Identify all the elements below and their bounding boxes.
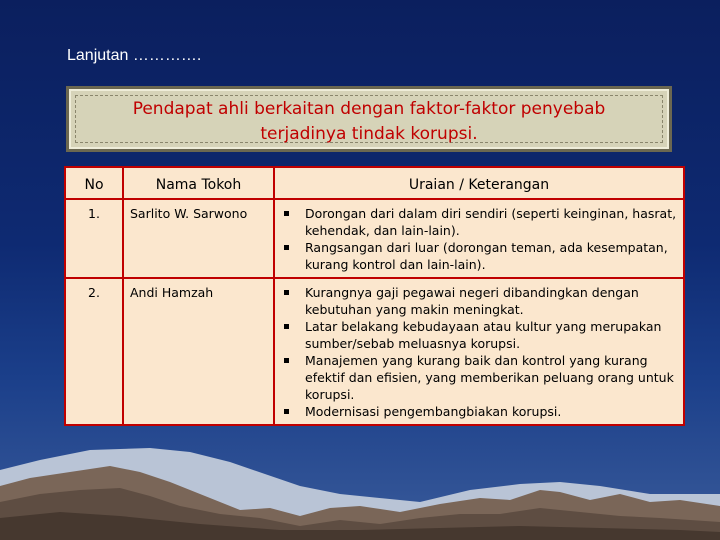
bullet-icon	[284, 358, 289, 363]
bullet-icon	[284, 409, 289, 414]
title-line-1: Pendapat ahli berkaitan dengan faktor-faktor penyebab	[132, 99, 606, 119]
table-row	[65, 278, 684, 425]
slide-title	[69, 97, 669, 147]
row-description	[274, 199, 684, 278]
list-item: Latar belakang kebudayaan atau kultur yang merupakan sumber/sebab meluasnya korupsi.	[281, 318, 677, 352]
table-row	[65, 199, 684, 278]
bullet-icon	[284, 211, 289, 216]
bullet-icon	[284, 324, 289, 329]
list-item: Rangsangan dari luar (dorongan teman, ada kesempatan, kurang kontrol dan lain-lain).	[281, 239, 677, 273]
list-item: Modernisasi pengembangbiakan korupsi.	[281, 403, 677, 420]
subtitle: Lanjutan ………….	[67, 47, 202, 64]
row-name: Sarlito W. Sarwono	[123, 199, 274, 278]
header-description: Uraian / Keterangan	[274, 167, 684, 199]
bullet-icon	[284, 245, 289, 250]
row-number: 1.	[65, 199, 123, 278]
list-item: Dorongan dari dalam diri sendiri (seperti keinginan, hasrat, kehendak, dan lain-lain).	[281, 205, 677, 239]
title-line-2: terjadinya tindak korupsi.	[260, 124, 478, 144]
list-item: Manajemen yang kurang baik dan kontrol yang kurang efektif dan efisien, yang memberikan peluang orang untuk korupsi.	[281, 352, 677, 403]
header-name: Nama Tokoh	[123, 167, 274, 199]
factors-table	[64, 166, 685, 426]
row-name: Andi Hamzah	[123, 278, 274, 425]
row-description	[274, 278, 684, 425]
list-item: Kurangnya gaji pegawai negeri dibandingkan dengan kebutuhan yang makin meningkat.	[281, 284, 677, 318]
bullet-icon	[284, 290, 289, 295]
header-no: No	[65, 167, 123, 199]
table-header-row	[65, 167, 684, 199]
title-box	[66, 86, 672, 152]
row-number: 2.	[65, 278, 123, 425]
